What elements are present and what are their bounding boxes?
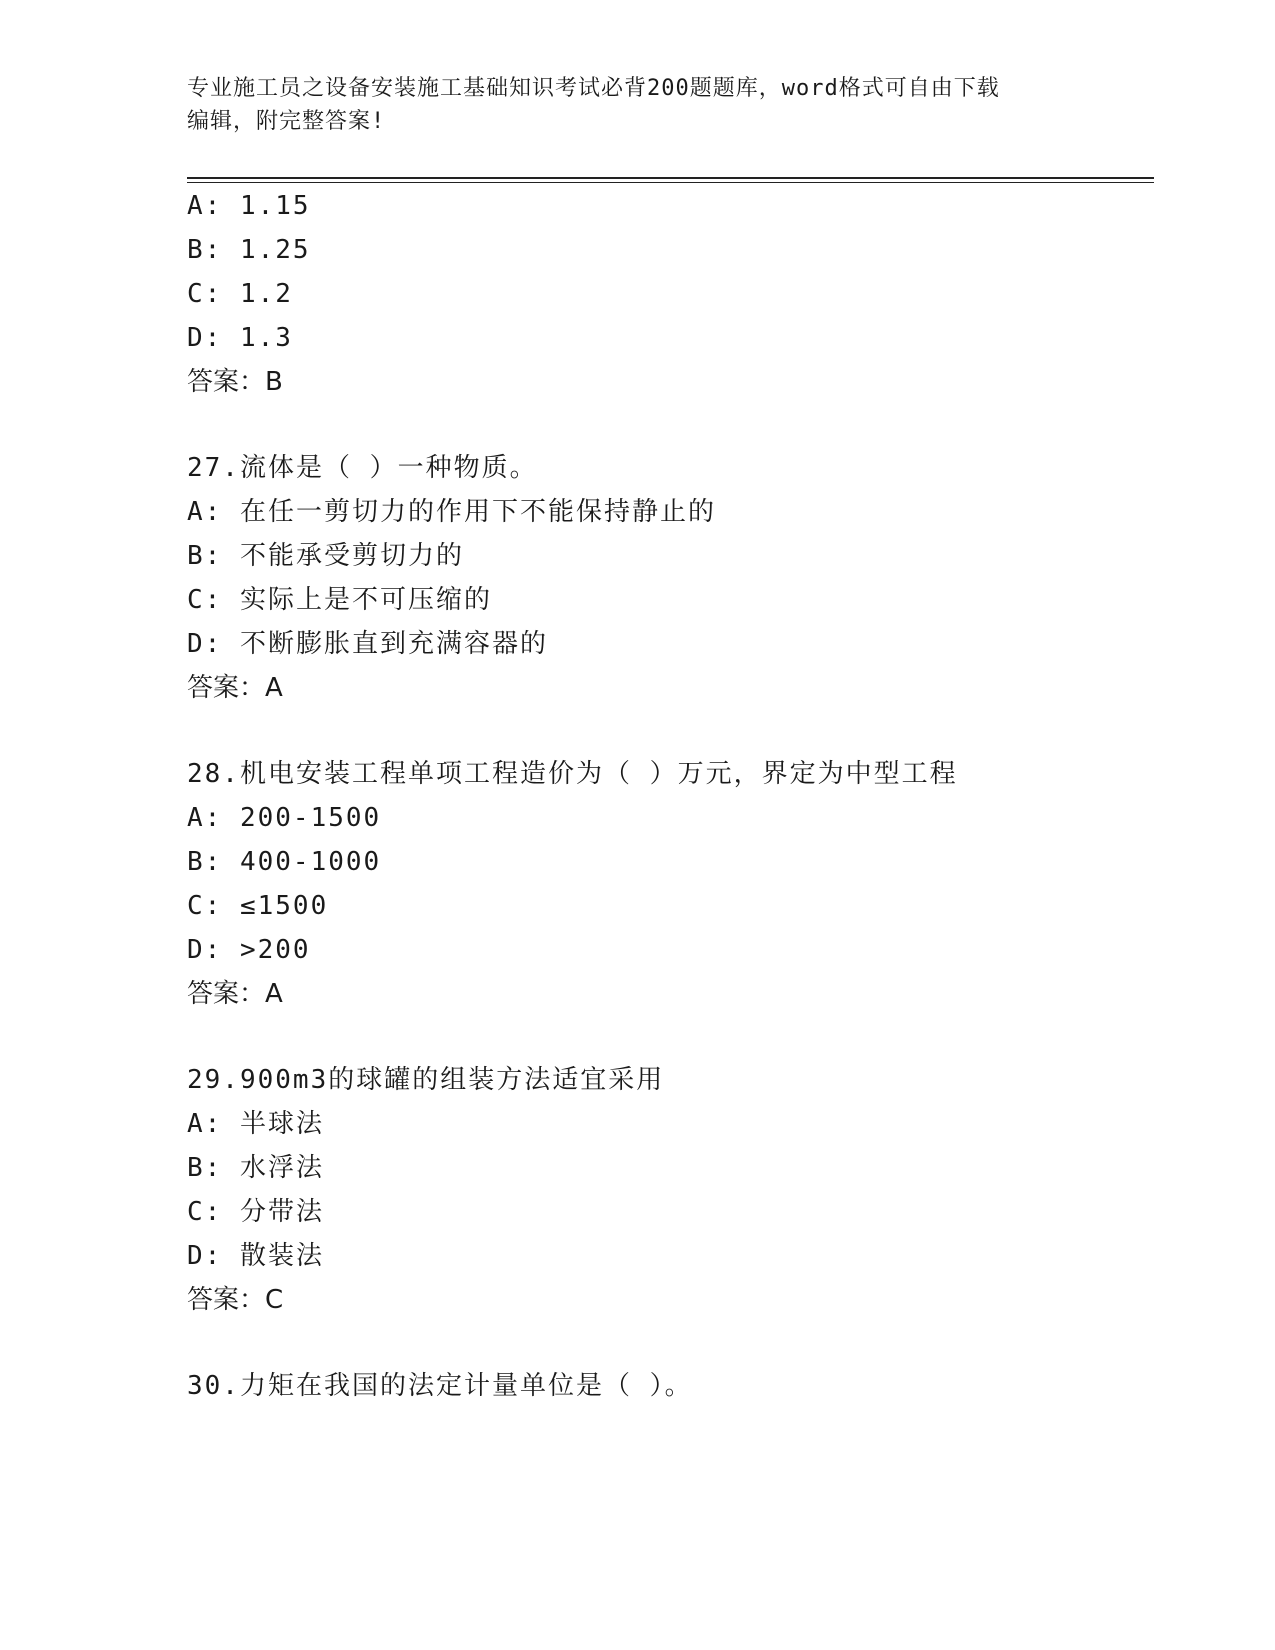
document-header (187, 72, 1067, 138)
q29-question: 29.900m3的球罐的组装方法适宜采用 (187, 1065, 665, 1095)
q26-option-d: D: 1.3 (187, 323, 293, 353)
q27-question: 27.流体是（ ）一种物质。 (187, 453, 538, 483)
q28-answer: 答案：A (187, 979, 283, 1009)
header-divider-thin (187, 182, 1154, 183)
q27-option-d: D: 不断膨胀直到充满容器的 (187, 629, 548, 659)
q29-option-c: C: 分带法 (187, 1197, 324, 1227)
q30-question: 30.力矩在我国的法定计量单位是（ ）。 (187, 1371, 693, 1401)
q28-question: 28.机电安装工程单项工程造价为（ ）万元，界定为中型工程 (187, 759, 958, 789)
q27-option-b: B: 不能承受剪切力的 (187, 541, 464, 571)
q26-option-c: C: 1.2 (187, 279, 293, 309)
header-title-line-1: 专业施工员之设备安装施工基础知识考试必背200题题库，word格式可自由下载 (187, 76, 1000, 101)
q29-option-a: A: 半球法 (187, 1109, 324, 1139)
q29-option-b: B: 水浮法 (187, 1153, 324, 1183)
q28-option-a: A: 200-1500 (187, 803, 382, 833)
q27-option-c: C: 实际上是不可压缩的 (187, 585, 492, 615)
q27-option-a: A: 在任一剪切力的作用下不能保持静止的 (187, 497, 716, 527)
header-divider-thick (187, 177, 1154, 179)
header-title-line-2: 编辑，附完整答案! (187, 109, 386, 134)
q26-option-a: A: 1.15 (187, 191, 311, 221)
q28-option-b: B: 400-1000 (187, 847, 382, 877)
q26-answer: 答案：B (187, 367, 283, 397)
q26-option-b: B: 1.25 (187, 235, 311, 265)
q28-option-d: D: >200 (187, 935, 311, 965)
q27-answer: 答案：A (187, 673, 283, 703)
q28-option-c: C: ≤1500 (187, 891, 329, 921)
q29-option-d: D: 散装法 (187, 1241, 324, 1271)
q29-answer: 答案：C (187, 1285, 284, 1315)
